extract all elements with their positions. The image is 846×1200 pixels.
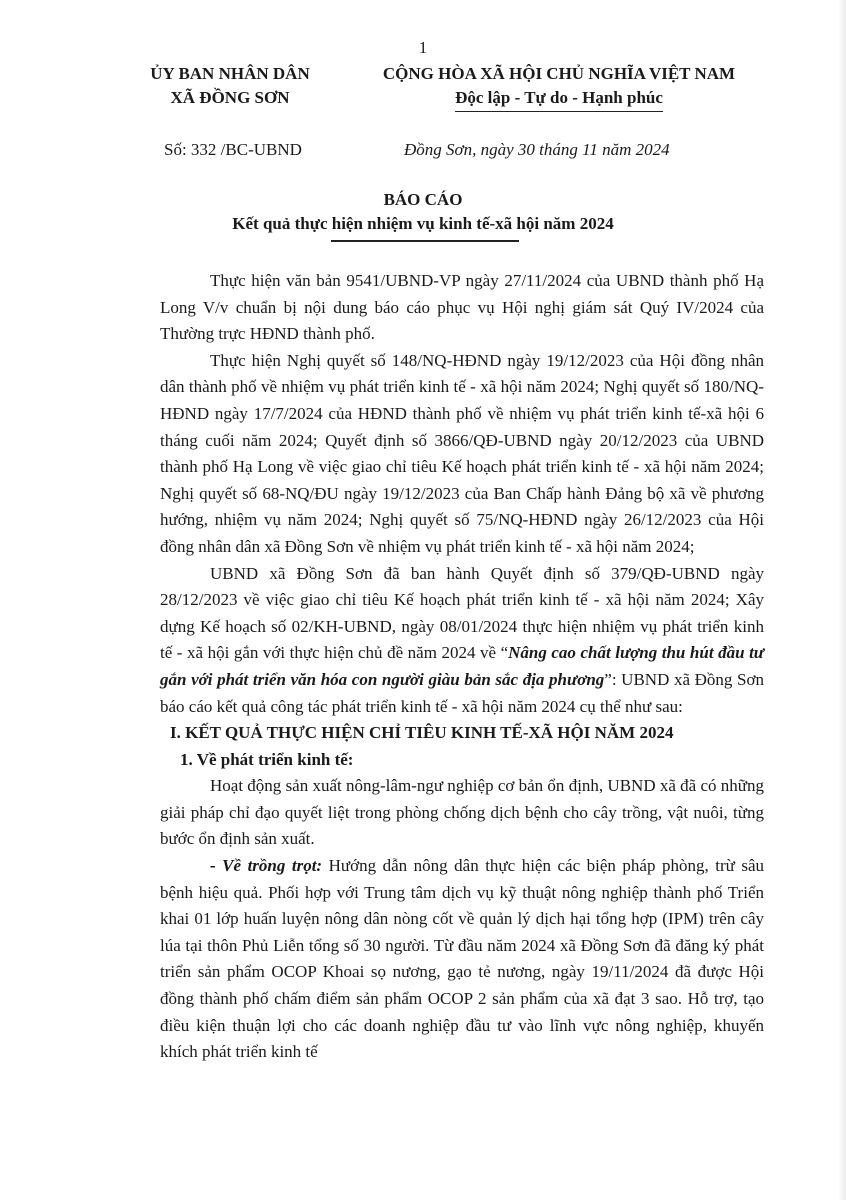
agency-line1: ỦY BAN NHÂN DÂN (150, 64, 310, 83)
national-header (365, 62, 753, 112)
title-line1: BÁO CÁO (383, 190, 463, 209)
section-heading-1: I. KẾT QUẢ THỰC HIỆN CHỈ TIÊU KINH TẾ-XÃ HỘI NĂM 2024 (170, 723, 674, 743)
paragraph-1: Thực hiện văn bản 9541/UBND-VP ngày 27/11/2024 của UBND thành phố Hạ Long V/v chuẩn bị nội dung báo cáo phục vụ Hội nghị giám sát Quý IV/2024 của Thường trực HĐND thành phố. (160, 271, 764, 344)
paragraph-5 (160, 853, 764, 1066)
title-underline (331, 240, 519, 242)
page-number: 1 (418, 38, 428, 57)
country-name: CỘNG HÒA XÃ HỘI CHỦ NGHĨA VIỆT NAM (382, 64, 736, 83)
agency-header (140, 62, 320, 110)
motto: Độc lập - Tự do - Hạnh phúc (455, 86, 663, 112)
document-number: Số: 332 /BC-UBND (164, 140, 302, 159)
page-edge-shadow (838, 0, 846, 1200)
document-body (160, 268, 764, 1066)
paragraph-3-end: ”: UBND xã Đồng Sơn báo cáo kết quả công tác phát triển kinh tế - xã hội năm 2024 cụ thể như sau: (160, 669, 764, 716)
paragraph-4: Hoạt động sản xuất nông-lâm-ngư nghiệp cơ bản ổn định, UBND xã đã có những giải pháp chỉ đạo quyết liệt trong phòng chống dịch bệnh cho cây trồng, vật nuôi, từng bước ổn định sản xuất. (160, 776, 764, 849)
paragraph-5-text: Hướng dẫn nông dân thực hiện các biện pháp phòng, trừ sâu bệnh hiệu quả. Phối hợp với Trung tâm dịch vụ kỹ thuật nông nghiệp thành phố Triển khai 01 lớp huấn luyện nông dân nòng cốt về quản lý dịch hại tổng hợp (IPM) trên cây lúa tại thôn Phủ Liễn tổng số 30 người. Từ đầu năm 2024 xã Đồng Sơn đã đăng ký phát triển sản phẩm OCOP Khoai sọ nương, gạo tẻ nương, ngày 19/11/2024 đã được Hội đồng thành phố chấm điểm sản phẩm OCOP 2 sản phẩm của xã đạt 3 sao. Hỗ trợ, tạo điều kiện thuận lợi cho các doanh nghiệp đầu tư vào lĩnh vực nông nghiệp, khuyến khích phát triển kinh tế (160, 856, 764, 1062)
subsection-heading-1: 1. Về phát triển kinh tế: (180, 749, 354, 769)
paragraph-3-start: UBND xã Đồng Sơn đã ban hành Quyết định số 379/QĐ-UBND ngày 28/12/2023 về việc giao chỉ tiêu Kế hoạch phát triển kinh tế - xã hội năm 2024; Xây dựng Kế hoạch số 02/KH-UBND, ngày 08/01/2024 thực hiện nhiệm vụ phát triển kinh tế - xã hội gắn với thực hiện chủ đề năm 2024 về “ (160, 563, 764, 663)
agency-line2: XÃ ĐỒNG SƠN (170, 88, 290, 107)
paragraph-3 (160, 561, 764, 721)
document-title (0, 188, 846, 236)
paragraph-5-label: - Về trồng trọt: (210, 856, 323, 876)
document-date: Đồng Sơn, ngày 30 tháng 11 năm 2024 (404, 140, 670, 159)
theme-text: Nâng cao chất lượng thu hút đầu tư gắn với phát triển văn hóa con người giàu bản sắc địa phương (160, 643, 764, 689)
paragraph-2: Thực hiện Nghị quyết số 148/NQ-HĐND ngày 19/12/2023 của Hội đồng nhân dân thành phố về nhiệm vụ phát triển kinh tế - xã hội năm 2024; Nghị quyết số 180/NQ-HĐND ngày 17/7/2024 của HĐND thành phố về nhiệm vụ phát triển kinh tế-xã hội 6 tháng cuối năm 2024; Quyết định số 3866/QĐ-UBND ngày 20/12/2023 của UBND thành phố Hạ Long về việc giao chỉ tiêu Kế hoạch phát triển kinh tế - xã hội năm 2024; Nghị quyết số 68-NQ/ĐU ngày 19/12/2023 của Ban Chấp hành Đảng bộ xã về phương hướng, nhiệm vụ năm 2024; Nghị quyết số 75/NQ-HĐND ngày 26/12/2023 của Hội đồng nhân dân xã Đồng Sơn về nhiệm vụ phát triển kinh tế - xã hội năm 2024; (160, 350, 764, 556)
title-line2: Kết quả thực hiện nhiệm vụ kinh tế-xã hội năm 2024 (232, 214, 614, 233)
